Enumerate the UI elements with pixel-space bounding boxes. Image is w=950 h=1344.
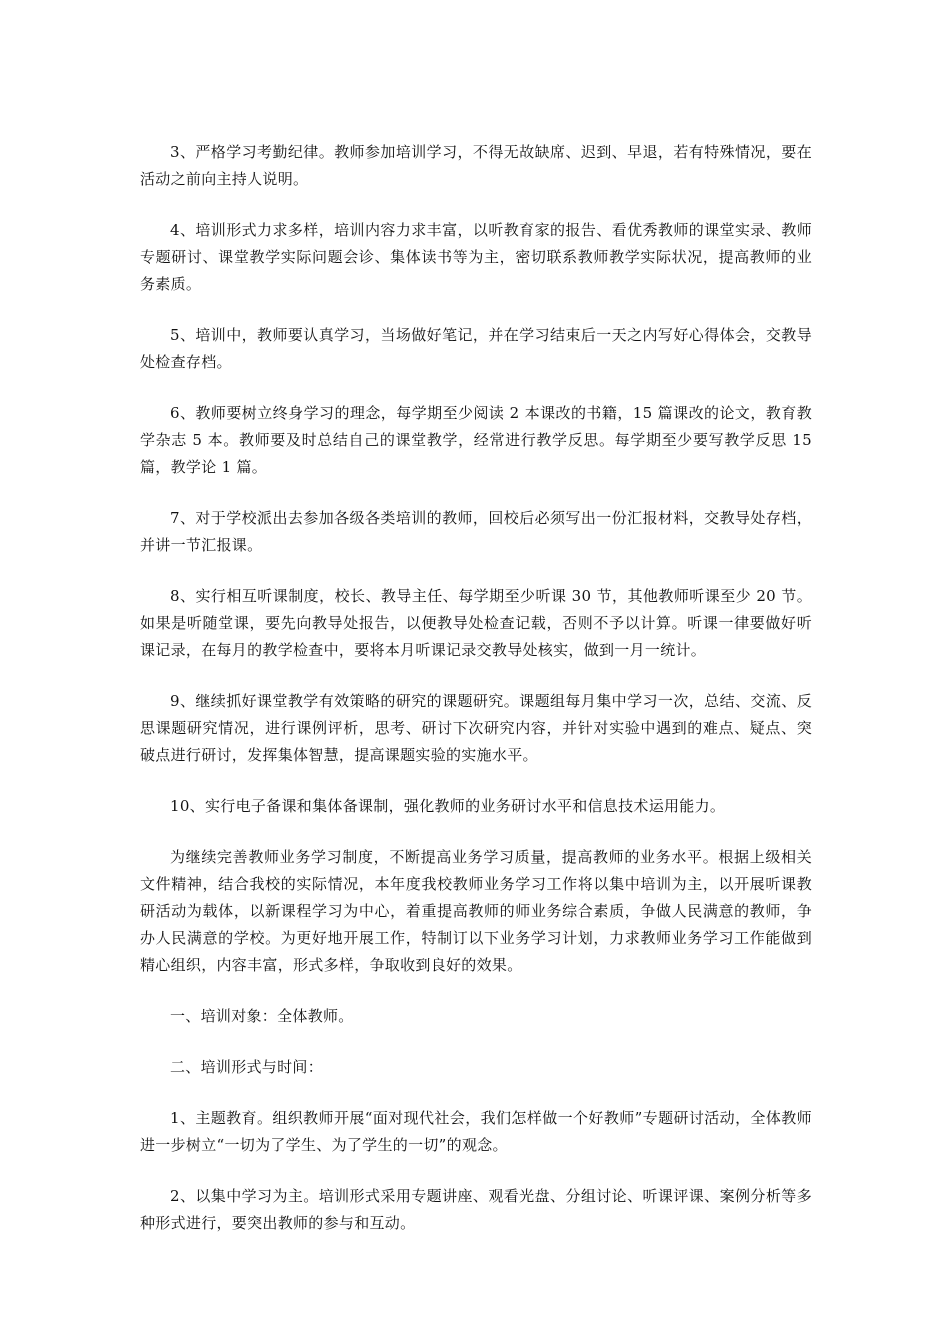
paragraph-rule-8: 8、实行相互听课制度，校长、教导主任、每学期至少听课 30 节，其他教师听课至少 20 节。如果是听随堂课，要先向教导处报告，以便教导处检查记载，否则不予以计算。听课一律要做好听课记录，在每月的教学检查中，要将本月听课记录交教导处核实，做到一月一统计。: [140, 587, 812, 659]
paragraph-form-2: 2、以集中学习为主。培训形式采用专题讲座、观看光盘、分组讨论、听课评课、案例分析等多种形式进行，要突出教师的参与和互动。: [140, 1187, 812, 1232]
paragraph-form-1: 1、主题教育。组织教师开展“面对现代社会，我们怎样做一个好教师”专题研讨活动，全体教师进一步树立“一切为了学生、为了学生的一切”的观念。: [140, 1109, 812, 1154]
paragraph-rule-6: 6、教师要树立终身学习的理念，每学期至少阅读 2 本课改的书籍，15 篇课改的论文，教育教学杂志 5 本。教师要及时总结自己的课堂教学，经常进行教学反思。每学期至少要写教学反思 15 篇，教学论 1 篇。: [140, 404, 812, 476]
paragraph-rule-9: 9、继续抓好课堂教学有效策略的研究的课题研究。课题组每月集中学习一次，总结、交流、反思课题研究情况，进行课例评析，思考、研讨下次研究内容，并针对实验中遇到的难点、疑点、突破点进行研讨，发挥集体智慧，提高课题实验的实施水平。: [140, 692, 812, 764]
paragraph-rule-5: 5、培训中，教师要认真学习，当场做好笔记，并在学习结束后一天之内写好心得体会，交教导处检查存档。: [140, 326, 812, 371]
paragraph-rule-10: 10、实行电子备课和集体备课制，强化教师的业务研讨水平和信息技术运用能力。: [170, 797, 726, 815]
paragraph-intro: 为继续完善教师业务学习制度，不断提高业务学习质量，提高教师的业务水平。根据上级相关文件精神，结合我校的实际情况，本年度我校教师业务学习工作将以集中培训为主，以开展听课教研活动为载体，以新课程学习为中心，着重提高教师的师业务综合素质，争做人民满意的教师，争办人民满意的学校。为更好地开展工作，特制订以下业务学习计划，力求教师业务学习工作能做到精心组织，内容丰富，形式多样，争取收到良好的效果。: [140, 848, 812, 974]
paragraph-rule-4: 4、培训形式力求多样，培训内容力求丰富，以听教育家的报告、看优秀教师的课堂实录、教师专题研讨、课堂教学实际问题会诊、集体读书等为主，密切联系教师教学实际状况，提高教师的业务素质。: [140, 221, 812, 293]
paragraph-rule-3: 3、严格学习考勤纪律。教师参加培训学习，不得无故缺席、迟到、早退，若有特殊情况，要在活动之前向主持人说明。: [140, 143, 812, 188]
document-body: [140, 139, 812, 1261]
section-heading-training-form: 二、培训形式与时间：: [170, 1058, 324, 1076]
paragraph-rule-7: 7、对于学校派出去参加各级各类培训的教师，回校后必须写出一份汇报材料，交教导处存档，并讲一节汇报课。: [140, 509, 812, 554]
section-heading-training-target: 一、培训对象：全体教师。: [170, 1007, 354, 1025]
